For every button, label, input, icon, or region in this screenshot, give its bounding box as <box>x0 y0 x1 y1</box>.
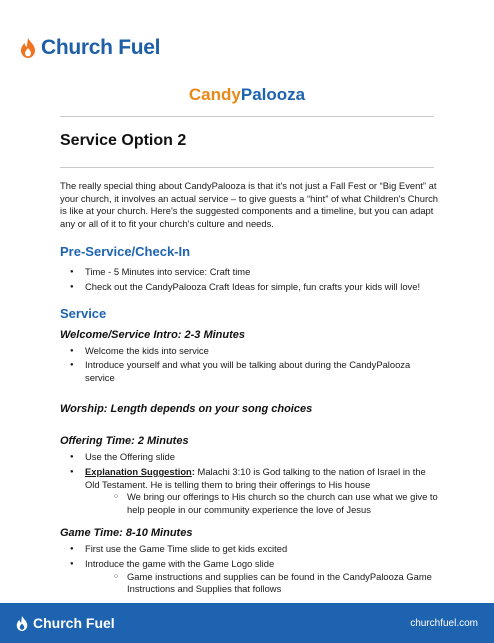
flame-icon <box>20 38 36 58</box>
header-logo <box>20 36 160 60</box>
list-item: ○ We bring our offerings to His church so the church can use what we give to help people in our community experience the love of Jesus <box>85 491 440 516</box>
offering-heading: Offering Time: 2 Minutes <box>60 435 189 448</box>
list-item: ● Welcome the kids into service <box>60 345 440 358</box>
intro-paragraph: The really special thing about CandyPalooza is that it's not just a Fall Fest or “Big Event” at your church, it involves an actual service – to give guests a “hint” of what Children's Church is like at your church. Here's the suggested components and a timeline, but you can adapt any or all of it to fit your church's culture and needs. <box>60 180 439 229</box>
list-item: ● Check out the CandyPalooza Craft Ideas for simple, fun crafts your kids will love! <box>60 281 440 294</box>
footer-logo <box>16 615 115 631</box>
divider <box>60 167 434 168</box>
list-item: ● First use the Game Time slide to get kids excited <box>60 543 440 556</box>
document-title-part1: Candy <box>188 85 241 104</box>
flame-icon <box>16 616 28 631</box>
section-title: Service Option 2 <box>60 132 187 149</box>
document-title-part2: Palooza <box>240 85 306 104</box>
explanation-colon: : <box>191 465 195 477</box>
footer-brand-name: Church Fuel <box>33 615 115 631</box>
welcome-heading: Welcome/Service Intro: 2-3 Minutes <box>60 328 246 341</box>
list-item: ● Time - 5 Minutes into service: Craft time <box>60 266 440 279</box>
game-sublist <box>85 571 440 596</box>
list-item <box>60 466 440 516</box>
game-list <box>60 543 440 595</box>
divider <box>60 116 434 117</box>
offering-sublist <box>85 491 440 516</box>
footer-bar <box>0 603 494 643</box>
list-item: ○ Game instructions and supplies can be found in the CandyPalooza Game Instructions and Supplies that follows <box>85 571 440 596</box>
explanation-text: Malachi 3:10 is God talking to the nation of Israel in the Old Testament. He is telling them to bring their offerings to His house <box>85 465 426 490</box>
service-heading: Service <box>60 305 107 321</box>
game-heading: Game Time: 8-10 Minutes <box>60 527 193 540</box>
header-brand-name: Church Fuel <box>41 36 161 59</box>
game-item-text: Introduce the game with the Game Logo slide <box>85 557 275 569</box>
document-body <box>60 180 440 598</box>
footer-url-link[interactable]: churchfuel.com <box>410 617 478 629</box>
worship-heading: Worship: Length depends on your song choices <box>60 403 313 416</box>
list-item: ● Introduce yourself and what you will be talking about during the CandyPalooza service <box>60 359 440 384</box>
list-item: ● Use the Offering slide <box>60 451 440 464</box>
offering-list <box>60 451 440 516</box>
welcome-list <box>60 345 440 385</box>
list-item <box>60 558 440 596</box>
pre-service-list <box>60 266 440 293</box>
pre-service-heading: Pre-Service/Check-In <box>60 244 191 260</box>
document-title <box>0 85 494 105</box>
explanation-label: Explanation Suggestion <box>85 465 192 477</box>
